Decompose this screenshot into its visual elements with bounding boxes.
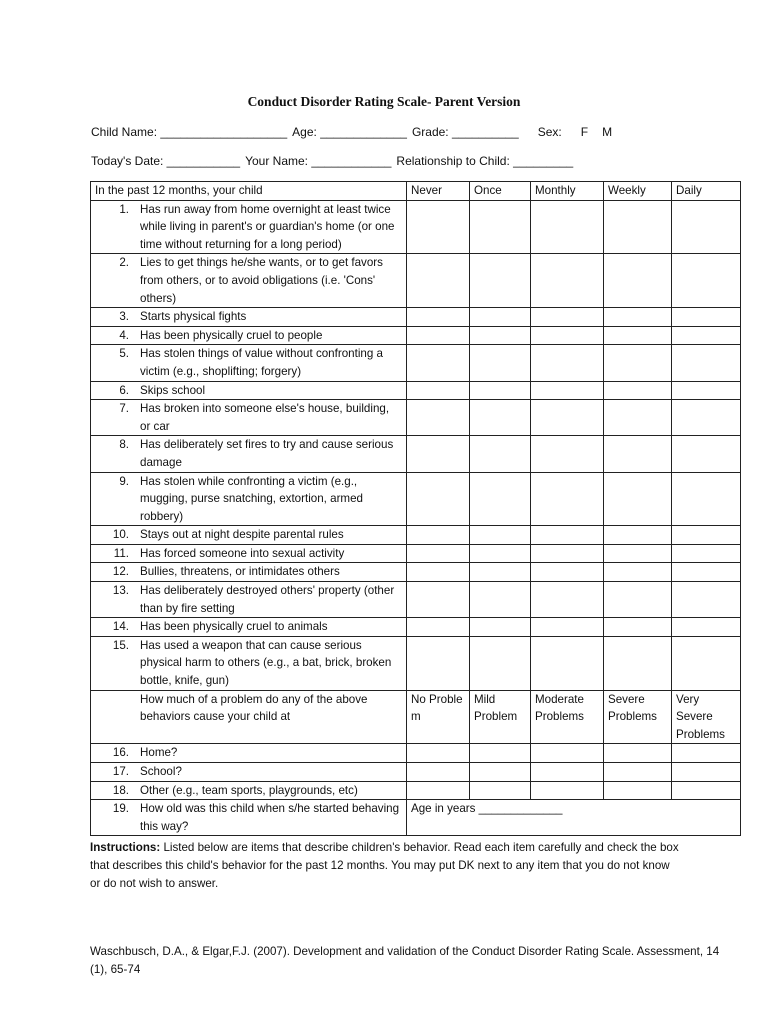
frequency-checkbox-cell[interactable]: [531, 544, 604, 563]
problem-checkbox-cell[interactable]: [470, 781, 531, 800]
age-in-years-field[interactable]: Age in years _____________: [407, 800, 741, 836]
problem-checkbox-cell[interactable]: [672, 744, 741, 763]
item-number: 8.: [119, 438, 129, 452]
frequency-checkbox-cell[interactable]: [470, 200, 531, 254]
frequency-checkbox-cell[interactable]: [604, 326, 672, 345]
table-row: [91, 781, 741, 800]
frequency-checkbox-cell[interactable]: [470, 472, 531, 526]
frequency-checkbox-cell[interactable]: [470, 563, 531, 582]
frequency-checkbox-cell[interactable]: [470, 345, 531, 381]
table-row: [91, 326, 741, 345]
frequency-checkbox-cell[interactable]: [407, 544, 470, 563]
table-row: [91, 381, 741, 400]
item-number: 13.: [112, 584, 129, 598]
item-number: 4.: [119, 328, 129, 342]
frequency-checkbox-cell[interactable]: [407, 472, 470, 526]
frequency-checkbox-cell[interactable]: [531, 636, 604, 690]
table-row: [91, 472, 741, 526]
frequency-checkbox-cell[interactable]: [407, 345, 470, 381]
frequency-checkbox-cell[interactable]: [470, 326, 531, 345]
frequency-checkbox-cell[interactable]: [604, 436, 672, 472]
item-number: 16.: [112, 746, 129, 760]
item-number: 15.: [112, 638, 129, 652]
table-row: [91, 345, 741, 381]
once-header: Once: [470, 182, 531, 201]
sex-option-m[interactable]: M: [602, 125, 613, 139]
item-number: 1.: [119, 202, 129, 216]
grade-field[interactable]: Grade: __________: [411, 125, 519, 139]
your-name-field[interactable]: Your Name: ____________: [245, 154, 392, 168]
table-row: [91, 400, 741, 436]
item-text: Home?: [140, 746, 178, 760]
frequency-checkbox-cell[interactable]: [672, 636, 741, 690]
item-text: How old was this child when s/he started behaving this way?: [140, 802, 400, 833]
item-number: 2.: [119, 256, 129, 270]
child-name-field[interactable]: Child Name: ___________________: [91, 125, 288, 139]
problem-checkbox-cell[interactable]: [604, 781, 672, 800]
age-section: [91, 800, 741, 836]
frequency-checkbox-cell[interactable]: [531, 326, 604, 345]
frequency-checkbox-cell[interactable]: [470, 544, 531, 563]
frequency-checkbox-cell[interactable]: [407, 400, 470, 436]
item-text: Starts physical fights: [140, 310, 247, 324]
item-number: 6.: [119, 383, 129, 397]
frequency-checkbox-cell[interactable]: [604, 544, 672, 563]
frequency-checkbox-cell[interactable]: [604, 254, 672, 308]
frequency-checkbox-cell[interactable]: [672, 436, 741, 472]
item-text: Other (e.g., team sports, playgrounds, etc): [140, 783, 358, 797]
frequency-checkbox-cell[interactable]: [672, 345, 741, 381]
item-number: 12.: [112, 565, 129, 579]
frequency-checkbox-cell[interactable]: [672, 472, 741, 526]
frequency-checkbox-cell[interactable]: [531, 618, 604, 637]
frequency-checkbox-cell[interactable]: [531, 381, 604, 400]
frequency-checkbox-cell[interactable]: [470, 254, 531, 308]
item-number: 7.: [119, 402, 129, 416]
instructions: [90, 839, 680, 893]
frequency-checkbox-cell[interactable]: [604, 308, 672, 327]
item-number: 5.: [119, 347, 129, 361]
item-number: 18.: [112, 783, 129, 797]
problem-checkbox-cell[interactable]: [672, 781, 741, 800]
severe-problems-header: Severe Problems: [604, 690, 672, 744]
problem-checkbox-cell[interactable]: [672, 763, 741, 782]
item-text: Has run away from home overnight at least twice while living in parent's or guardian's home (or one time without returning for a long period): [140, 202, 395, 251]
document-title: Conduct Disorder Rating Scale- Parent Version: [247, 94, 521, 109]
item-text: Has used a weapon that can cause serious physical harm to others (e.g., a bat, brick, broken bottle, knife, gun): [140, 638, 392, 688]
instructions-text: Listed below are items that describe children's behavior. Read each item carefully and check the box that describes this child's behavior for the past 12 months. You may put DK next to any item that you do not know or do not wish to answer.: [90, 841, 679, 890]
frequency-checkbox-cell[interactable]: [531, 582, 604, 618]
frequency-checkbox-cell[interactable]: [407, 381, 470, 400]
mild-problem-header: Mild Problem: [470, 690, 531, 744]
frequency-checkbox-cell[interactable]: [407, 254, 470, 308]
item-number: 17.: [112, 765, 129, 778]
problem-checkbox-cell[interactable]: [407, 781, 470, 800]
very-severe-problems-header: Very Severe Problems: [672, 690, 741, 744]
item-text: Has deliberately set fires to try and cause serious damage: [140, 438, 394, 469]
item-text: Lies to get things he/she wants, or to get favors from others, or to avoid obligations (i.e. 'Cons' others): [140, 256, 383, 305]
relationship-field[interactable]: Relationship to Child: _________: [396, 154, 574, 168]
problem-checkbox-cell[interactable]: [531, 781, 604, 800]
problem-checkbox-cell[interactable]: [531, 744, 604, 763]
age-field[interactable]: Age: _____________: [292, 125, 407, 139]
sex-label: Sex:: [537, 125, 562, 139]
item-text: Has been physically cruel to people: [140, 328, 323, 342]
table-row: [91, 526, 741, 545]
frequency-checkbox-cell[interactable]: [531, 436, 604, 472]
parent-info-row: [91, 154, 573, 168]
frequency-checkbox-cell[interactable]: [407, 526, 470, 545]
instructions-label: Instructions:: [90, 841, 161, 854]
child-info-row: [91, 125, 612, 139]
item-number: 14.: [112, 620, 129, 634]
frequency-checkbox-cell[interactable]: [470, 618, 531, 637]
table-row: [91, 582, 741, 618]
frequency-checkbox-cell[interactable]: [672, 308, 741, 327]
frequency-checkbox-cell[interactable]: [531, 526, 604, 545]
item-number: 19.: [112, 802, 129, 816]
frequency-checkbox-cell[interactable]: [672, 326, 741, 345]
item-number: 9.: [119, 474, 129, 488]
frequency-checkbox-cell[interactable]: [604, 200, 672, 254]
frequency-checkbox-cell[interactable]: [531, 308, 604, 327]
frequency-checkbox-cell[interactable]: [470, 400, 531, 436]
frequency-checkbox-cell[interactable]: [604, 345, 672, 381]
frequency-checkbox-cell[interactable]: [672, 254, 741, 308]
frequency-checkbox-cell[interactable]: [531, 200, 604, 254]
rating-table: [90, 181, 741, 836]
frequency-checkbox-cell[interactable]: [672, 381, 741, 400]
frequency-checkbox-cell[interactable]: [672, 526, 741, 545]
frequency-checkbox-cell[interactable]: [407, 582, 470, 618]
frequency-checkbox-cell[interactable]: [531, 472, 604, 526]
frequency-checkbox-cell[interactable]: [470, 381, 531, 400]
item-number: 11.: [113, 546, 129, 560]
table-row: [91, 636, 741, 690]
daily-header: Daily: [672, 182, 741, 201]
items-body: [91, 200, 741, 690]
frequency-checkbox-cell[interactable]: [407, 308, 470, 327]
frequency-checkbox-cell[interactable]: [407, 200, 470, 254]
item-number: 3.: [119, 310, 129, 324]
frequency-checkbox-cell[interactable]: [407, 618, 470, 637]
table-row: [91, 800, 741, 836]
citation: Waschbusch, D.A., & Elgar,F.J. (2007). Development and validation of the Conduct Disorder Rating Scale. Assessment, 14 (1), 65-74: [90, 945, 720, 976]
monthly-header: Monthly: [531, 182, 604, 201]
frequency-checkbox-cell[interactable]: [672, 400, 741, 436]
problem-header-row: [91, 690, 741, 744]
table-row: [91, 200, 741, 254]
frequency-checkbox-cell[interactable]: [604, 472, 672, 526]
frequency-checkbox-cell[interactable]: [407, 563, 470, 582]
item-text: School?: [140, 765, 182, 778]
frequency-checkbox-cell[interactable]: [604, 526, 672, 545]
item-text: Has deliberately destroyed others' property (other than by fire setting: [140, 584, 395, 615]
todays-date-field[interactable]: Today's Date: ___________: [91, 154, 241, 168]
item-text: Has been physically cruel to animals: [140, 620, 328, 634]
table-row: [91, 563, 741, 582]
item-text: Stays out at night despite parental rules: [140, 528, 344, 542]
frequency-checkbox-cell[interactable]: [604, 381, 672, 400]
table-row: [91, 544, 741, 563]
sex-option-f[interactable]: F: [580, 125, 589, 139]
frequency-checkbox-cell[interactable]: [604, 582, 672, 618]
frequency-checkbox-cell[interactable]: [531, 345, 604, 381]
item-text: Bullies, threatens, or intimidates others: [140, 565, 340, 579]
weekly-header: Weekly: [604, 182, 672, 201]
problem-section: [91, 690, 741, 744]
frequency-checkbox-cell[interactable]: [604, 636, 672, 690]
frequency-checkbox-cell[interactable]: [604, 618, 672, 637]
frequency-checkbox-cell[interactable]: [672, 618, 741, 637]
frequency-checkbox-cell[interactable]: [407, 636, 470, 690]
problem-question: How much of a problem do any of the above behaviors cause your child at: [140, 692, 368, 724]
problem-checkbox-cell[interactable]: [470, 763, 531, 782]
frequency-checkbox-cell[interactable]: [407, 326, 470, 345]
moderate-problems-header: Moderate Problems: [531, 690, 604, 744]
table-header-row: [91, 182, 741, 201]
frequency-checkbox-cell[interactable]: [470, 308, 531, 327]
table-row: [91, 254, 741, 308]
no-problem-header: No Proble m: [407, 690, 470, 744]
item-text: Has stolen while confronting a victim (e.g., mugging, purse snatching, extortion, armed robbery): [140, 474, 363, 523]
frequency-checkbox-cell[interactable]: [470, 436, 531, 472]
table-row: [91, 436, 741, 472]
table-row: [91, 308, 741, 327]
problem-items-body: [91, 744, 741, 800]
frequency-checkbox-cell[interactable]: [531, 563, 604, 582]
frequency-checkbox-cell[interactable]: [672, 563, 741, 582]
item-text: Skips school: [140, 383, 206, 397]
problem-checkbox-cell[interactable]: [407, 744, 470, 763]
table-row: [91, 763, 741, 782]
frequency-checkbox-cell[interactable]: [470, 526, 531, 545]
problem-checkbox-cell[interactable]: [604, 744, 672, 763]
frequency-checkbox-cell[interactable]: [531, 254, 604, 308]
problem-checkbox-cell[interactable]: [470, 744, 531, 763]
item-number: 10.: [112, 528, 129, 542]
frequency-checkbox-cell[interactable]: [672, 544, 741, 563]
question-header: In the past 12 months, your child: [91, 182, 407, 201]
problem-checkbox-cell[interactable]: [407, 763, 470, 782]
frequency-checkbox-cell[interactable]: [470, 636, 531, 690]
frequency-checkbox-cell[interactable]: [672, 200, 741, 254]
never-header: Never: [407, 182, 470, 201]
table-row: [91, 744, 741, 763]
problem-checkbox-cell[interactable]: [604, 763, 672, 782]
item-text: Has forced someone into sexual activity: [140, 546, 345, 560]
frequency-checkbox-cell[interactable]: [407, 436, 470, 472]
item-text: Has broken into someone else's house, building, or car: [140, 402, 390, 433]
item-text: Has stolen things of value without confronting a victim (e.g., shoplifting; forgery): [140, 347, 383, 378]
frequency-checkbox-cell[interactable]: [531, 400, 604, 436]
table-row: [91, 618, 741, 637]
frequency-checkbox-cell[interactable]: [470, 582, 531, 618]
problem-checkbox-cell[interactable]: [531, 763, 604, 782]
frequency-checkbox-cell[interactable]: [604, 400, 672, 436]
frequency-checkbox-cell[interactable]: [672, 582, 741, 618]
frequency-checkbox-cell[interactable]: [604, 563, 672, 582]
